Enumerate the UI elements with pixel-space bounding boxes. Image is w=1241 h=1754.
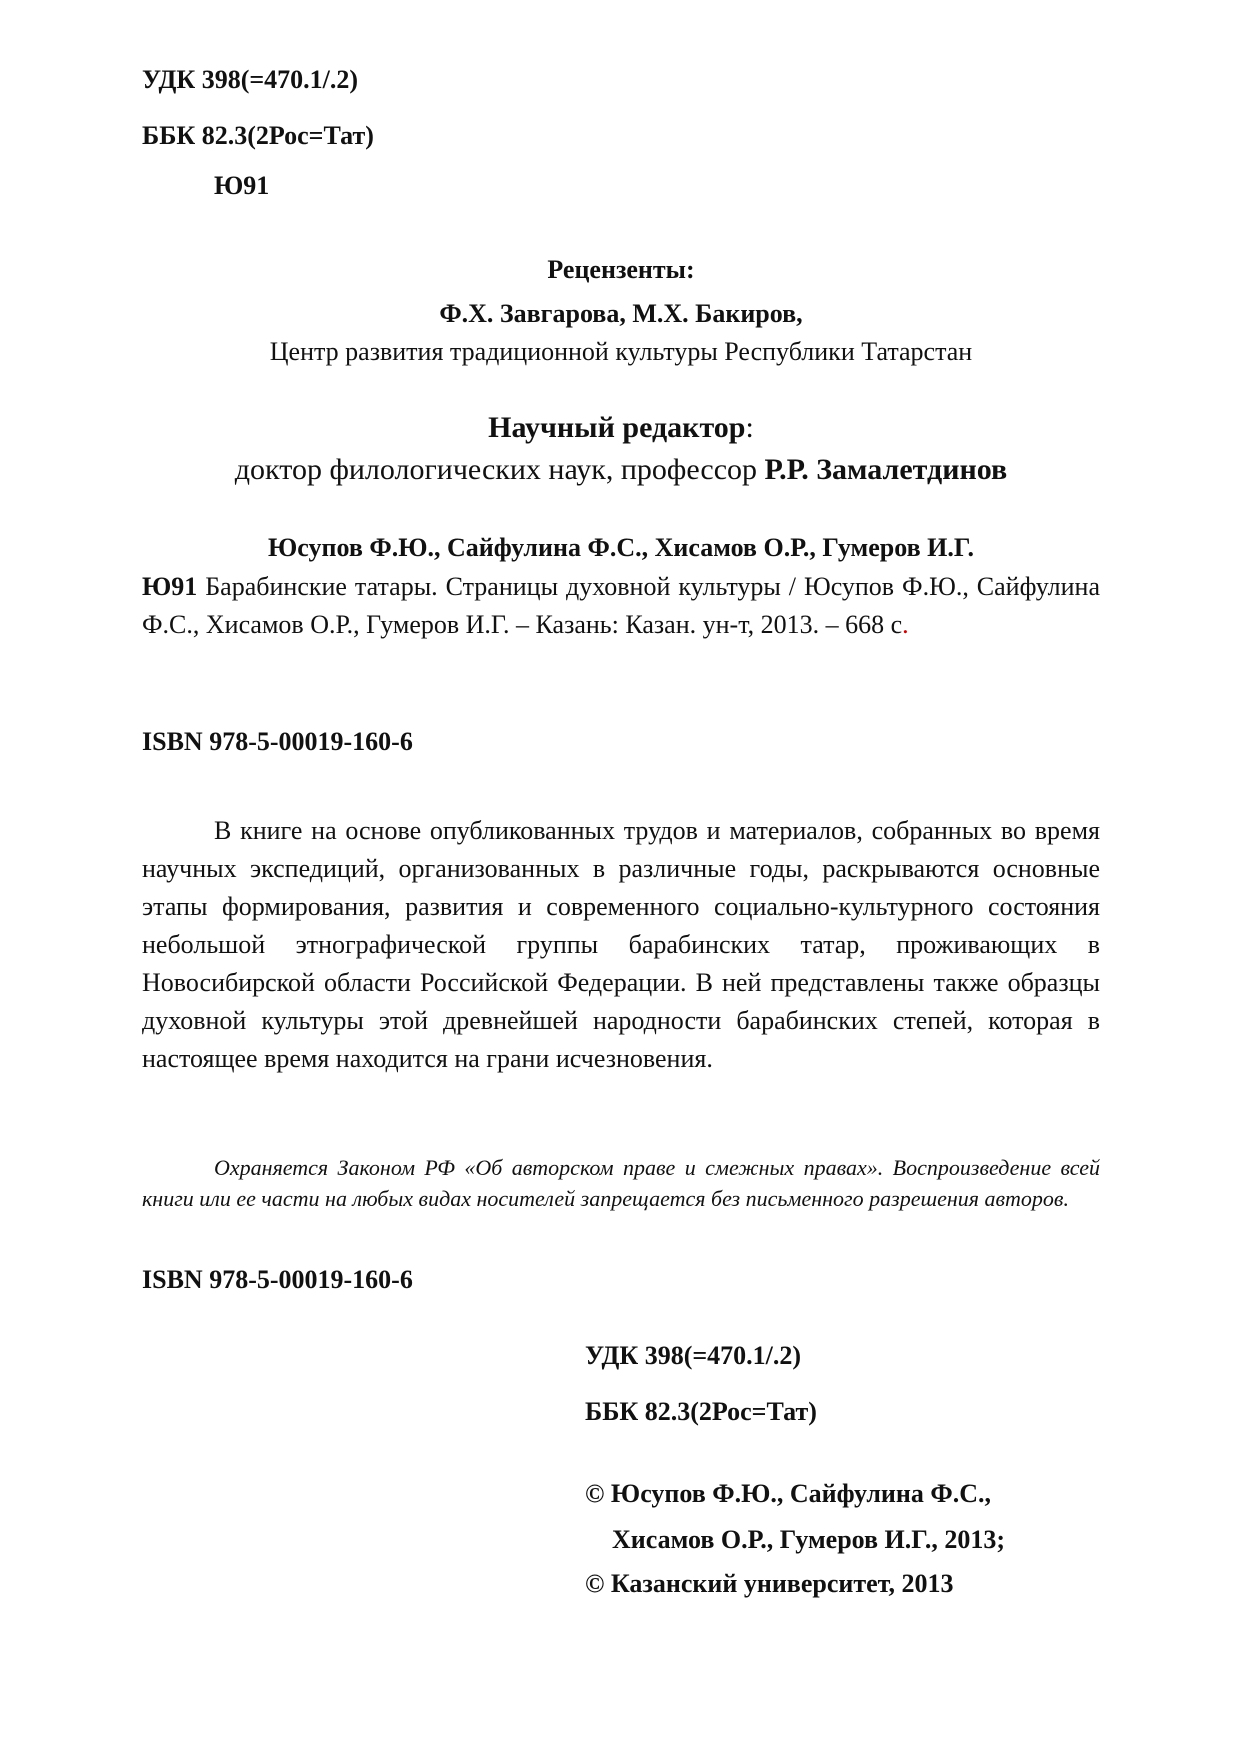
udk-code: УДК 398(=470.1/.2) [142, 65, 359, 94]
biblio-period: . [902, 610, 909, 639]
copyright-line-1: © Юсупов Ф.Ю., Сайфулина Ф.С., [585, 1479, 991, 1508]
editor-title: доктор филологических наук, профессор [234, 453, 765, 486]
biblio-authors: Юсупов Ф.Ю., Сайфулина Ф.С., Хисамов О.Р., Гумеров И.Г. [268, 533, 974, 562]
editor-line [142, 452, 1100, 488]
copyright-line-3: © Казанский университет, 2013 [585, 1569, 954, 1598]
isbn-top: ISBN 978-5-00019-160-6 [142, 727, 413, 756]
copyright-notice: Охраняется Законом РФ «Об авторском праве и смежных правах». Воспроизведение всей книги или ее части на любых видах носителей запрещается без письменного разрешения авторов. [142, 1155, 1100, 1211]
reviewers-heading: Рецензенты: [547, 255, 695, 284]
biblio-text: Барабинские татары. Страницы духовной культуры / Юсупов Ф.Ю., Сайфулина Ф.С., Хисамов О.Р., Гумеров И.Г. – Казань: Казан. ун-т, 2013. – 668 с [142, 572, 1100, 639]
isbn-bottom: ISBN 978-5-00019-160-6 [142, 1265, 413, 1294]
editor-heading-line [142, 410, 1100, 446]
bbk-code: ББК 82.3(2Рос=Тат) [142, 121, 374, 150]
book-abstract: В книге на основе опубликованных трудов и материалов, собранных во время научных экспедиций, организованных в различные годы, раскрываются основные этапы формирования, развития и современного социально-культурного состояния небольшой этнографической группы барабинских татар, проживающих в Новосибирской области Российской Федерации. В ней представлены также образцы духовной культуры этой древнейшей народности барабинских степей, которая в настоящее время находится на грани исчезновения. [142, 816, 1100, 1073]
biblio-description [142, 568, 1100, 644]
editor-colon: : [745, 411, 754, 444]
footer-bbk-code: ББК 82.3(2Рос=Тат) [585, 1397, 817, 1426]
editor-heading: Научный редактор [488, 411, 746, 444]
reviewers-names: Ф.Х. Завгарова, М.Х. Бакиров, [439, 299, 803, 328]
reviewers-organization: Центр развития традиционной культуры Республики Татарстан [269, 337, 973, 366]
copyright-line-2: Хисамов О.Р., Гумеров И.Г., 2013; [612, 1525, 1006, 1554]
footer-udk-code: УДК 398(=470.1/.2) [585, 1341, 802, 1370]
author-mark: Ю91 [214, 171, 270, 200]
biblio-mark: Ю91 [142, 572, 198, 601]
editor-name: Р.Р. Замалетдинов [764, 453, 1008, 486]
